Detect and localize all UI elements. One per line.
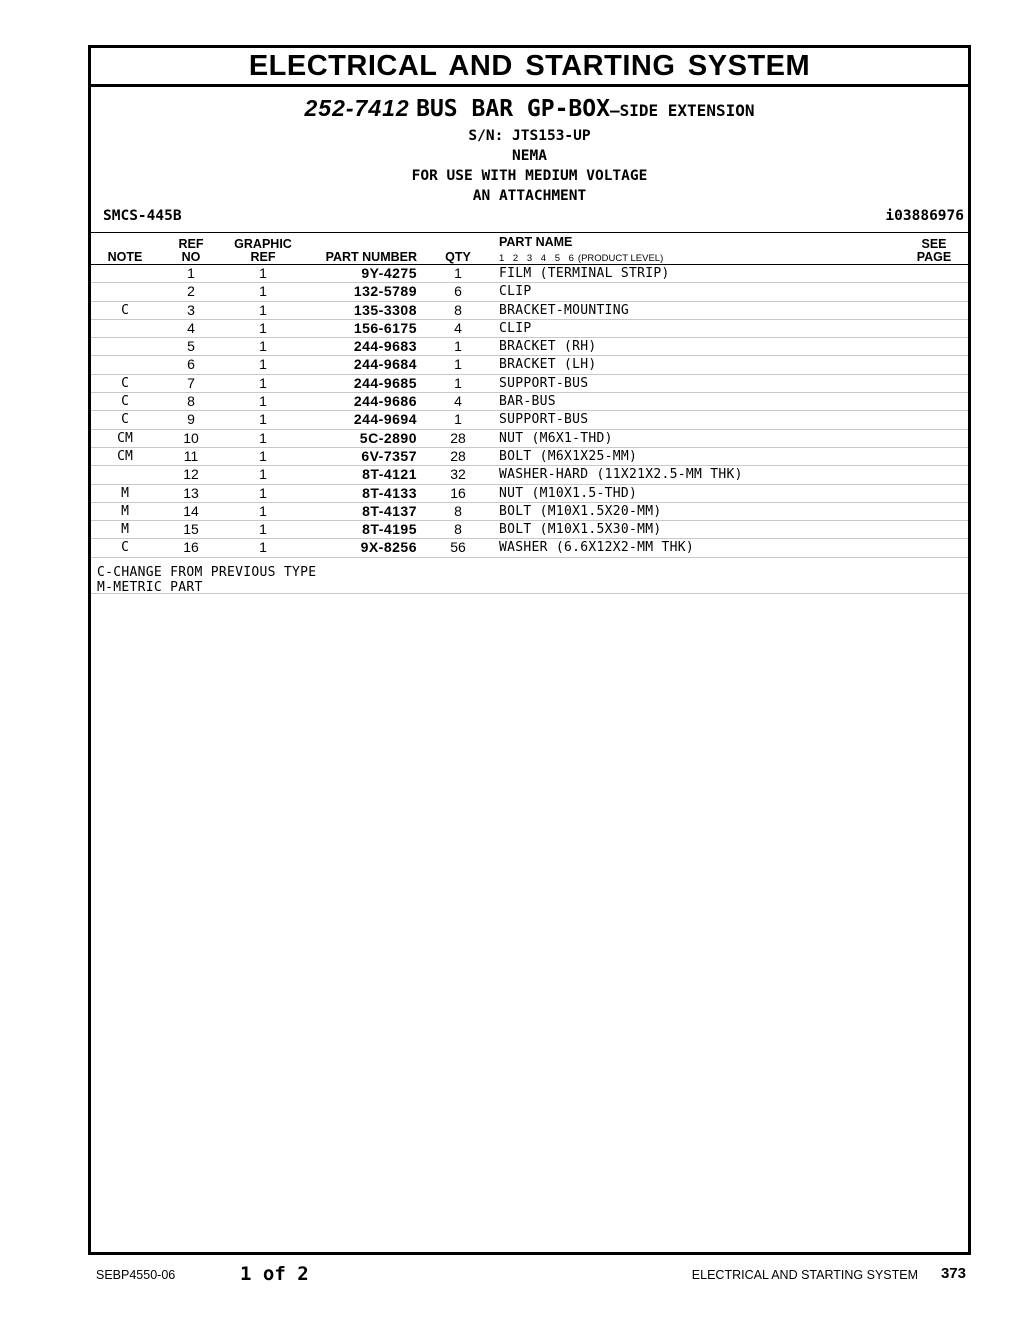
product-levels	[499, 253, 663, 264]
table-row	[91, 521, 968, 539]
ref-cell: 12	[183, 466, 199, 483]
smcs-code: SMCS-445B	[103, 208, 182, 224]
note-cell: CM	[117, 448, 133, 464]
qty-cell: 8	[454, 301, 462, 318]
part-number-cell: 135-3308	[353, 301, 417, 318]
table-row	[91, 539, 968, 557]
part-number-cell: 6V-7357	[361, 447, 417, 464]
qty-cell: 1	[454, 374, 462, 391]
table-row	[91, 283, 968, 301]
group-number: 252-7412	[304, 95, 410, 121]
qty-cell: 28	[450, 429, 466, 446]
graphic-ref-cell: 1	[259, 393, 267, 410]
graphic-ref-cell: 1	[259, 319, 267, 336]
part-number-cell: 244-9685	[353, 374, 417, 391]
qty-cell: 1	[454, 338, 462, 355]
part-number-cell: 244-9684	[353, 356, 417, 373]
part-name-cell: SUPPORT-BUS	[499, 412, 589, 428]
note-cell: C	[121, 375, 129, 391]
part-number-cell: 8T-4121	[362, 466, 417, 483]
illustration-id: i03886976	[885, 208, 964, 224]
part-name-cell: NUT (M10X1.5-THD)	[499, 485, 638, 501]
document-id: SEBP4550-06	[96, 1268, 176, 1282]
note-cell: C	[121, 302, 129, 318]
graphic-ref-cell: 1	[259, 539, 267, 556]
ref-cell: 11	[183, 447, 199, 464]
part-number-cell: 156-6175	[353, 319, 417, 336]
graphic-ref-cell: 1	[259, 484, 267, 501]
part-name-cell: CLIP	[499, 284, 532, 300]
part-name-cell: BRACKET (RH)	[499, 339, 597, 355]
graphic-ref-cell: 1	[259, 447, 267, 464]
table-row	[91, 503, 968, 521]
product-level-label: (PRODUCT LEVEL)	[577, 253, 664, 264]
table-row	[91, 393, 968, 411]
ref-cell: 14	[183, 502, 199, 519]
qty-cell: 1	[454, 411, 462, 428]
table-row	[91, 411, 968, 429]
col-graphic-top: GRAPHIC	[234, 237, 292, 251]
part-number-cell: 244-9694	[353, 411, 417, 428]
note-cell: M	[121, 485, 129, 501]
note-metric: M-METRIC PART	[97, 580, 203, 595]
system-title: ELECTRICAL AND STARTING SYSTEM	[91, 48, 968, 87]
table-row	[91, 430, 968, 448]
note-cell: M	[121, 522, 129, 538]
graphic-ref-cell: 1	[259, 265, 267, 281]
part-name-cell: BRACKET-MOUNTING	[499, 302, 630, 318]
ref-cell: 10	[183, 429, 199, 446]
qty-cell: 32	[450, 466, 466, 483]
part-name-cell: SUPPORT-BUS	[499, 375, 589, 391]
qty-cell: 6	[454, 283, 462, 300]
page-of: 1 of 2	[240, 1263, 309, 1285]
group-header	[91, 87, 968, 206]
col-qty: QTY	[445, 250, 471, 264]
graphic-ref-cell: 1	[259, 521, 267, 538]
col-ref-bottom: NO	[181, 250, 201, 264]
standard-line: NEMA	[512, 148, 547, 164]
ref-cell: 5	[187, 338, 195, 355]
part-number-cell: 132-5789	[353, 283, 417, 300]
graphic-ref-cell: 1	[259, 429, 267, 446]
table-row	[91, 375, 968, 393]
col-part-name: PART NAME	[499, 235, 573, 249]
part-name-cell: BRACKET (LH)	[499, 357, 597, 373]
table-row	[91, 302, 968, 320]
group-title-line	[91, 93, 968, 126]
part-name-cell: NUT (M6X1-THD)	[499, 430, 613, 446]
graphic-ref-cell: 1	[259, 502, 267, 519]
note-cell: C	[121, 412, 129, 428]
graphic-ref-cell: 1	[259, 374, 267, 391]
part-number-cell: 244-9683	[353, 338, 417, 355]
part-number-cell: 244-9686	[353, 393, 417, 410]
graphic-ref-cell: 1	[259, 356, 267, 373]
qty-cell: 8	[454, 502, 462, 519]
table-row	[91, 320, 968, 338]
part-name-cell: FILM (TERMINAL STRIP)	[499, 266, 670, 281]
part-number-cell: 8T-4137	[362, 502, 417, 519]
footer-section: ELECTRICAL AND STARTING SYSTEM	[691, 1268, 918, 1282]
qty-cell: 8	[454, 521, 462, 538]
table-row	[91, 338, 968, 356]
part-name-cell: BOLT (M10X1.5X30-MM)	[499, 522, 662, 538]
ref-cell: 2	[187, 283, 195, 300]
qty-cell: 28	[450, 447, 466, 464]
serial-range: S/N: JTS153-UP	[468, 128, 591, 144]
ref-cell: 9	[187, 411, 195, 428]
qty-cell: 1	[454, 356, 462, 373]
qty-cell: 1	[454, 265, 462, 281]
graphic-ref-cell: 1	[259, 411, 267, 428]
part-number-cell: 5C-2890	[359, 429, 417, 446]
col-note: NOTE	[107, 250, 143, 264]
col-see-bottom: PAGE	[916, 250, 952, 264]
notes-legend	[97, 565, 316, 595]
group-suffix: —SIDE EXTENSION	[609, 101, 755, 120]
parts-list	[91, 265, 968, 558]
part-number-cell: 9X-8256	[360, 539, 417, 556]
ref-cell: 6	[187, 356, 195, 373]
ref-cell: 15	[183, 521, 199, 538]
table-row	[91, 356, 968, 374]
ref-cell: 1	[187, 265, 195, 281]
col-see-top: SEE	[921, 237, 947, 251]
header-rule	[91, 232, 968, 233]
table-row	[91, 466, 968, 484]
table-row	[91, 485, 968, 503]
page-frame	[88, 45, 971, 1255]
notes-rule	[91, 593, 968, 594]
qty-cell: 4	[454, 393, 462, 410]
page-footer	[0, 1262, 1020, 1292]
attachment-line: AN ATTACHMENT	[472, 188, 587, 204]
ref-cell: 8	[187, 393, 195, 410]
part-name-cell: WASHER-HARD (11X21X2.5-MM THK)	[499, 467, 743, 483]
part-name-cell: CLIP	[499, 320, 532, 336]
qty-cell: 56	[450, 539, 466, 556]
part-number-cell: 9Y-4275	[361, 265, 417, 281]
usage-line: FOR USE WITH MEDIUM VOLTAGE	[411, 168, 648, 184]
part-name-cell: BAR-BUS	[499, 394, 556, 410]
part-name-cell: BOLT (M10X1.5X20-MM)	[499, 503, 662, 519]
col-part-number: PART NUMBER	[325, 250, 417, 264]
table-row	[91, 448, 968, 466]
qty-cell: 4	[454, 319, 462, 336]
note-cell: M	[121, 503, 129, 519]
part-name-cell: WASHER (6.6X12X2-MM THK)	[499, 540, 695, 556]
page-number: 373	[940, 1265, 966, 1282]
note-change: C-CHANGE FROM PREVIOUS TYPE	[97, 565, 317, 580]
qty-cell: 16	[450, 484, 466, 501]
col-graphic-bottom: REF	[250, 250, 276, 264]
group-name: BUS BAR GP-BOX	[416, 96, 610, 122]
table-row	[91, 265, 968, 283]
note-cell: CM	[117, 430, 133, 446]
ref-cell: 4	[187, 319, 195, 336]
part-number-cell: 8T-4133	[362, 484, 417, 501]
ref-cell: 13	[183, 484, 199, 501]
note-cell: C	[121, 394, 129, 410]
part-number-cell: 8T-4195	[362, 521, 417, 538]
level-numbers: 1 2 3 4 5 6	[499, 253, 574, 264]
ref-cell: 3	[187, 301, 195, 318]
smcs-row	[91, 206, 968, 230]
col-ref-top: REF	[178, 237, 204, 251]
note-cell: C	[121, 540, 129, 556]
ref-cell: 16	[183, 539, 199, 556]
graphic-ref-cell: 1	[259, 338, 267, 355]
graphic-ref-cell: 1	[259, 466, 267, 483]
ref-cell: 7	[187, 374, 195, 391]
column-headers	[91, 234, 968, 264]
graphic-ref-cell: 1	[259, 283, 267, 300]
part-name-cell: BOLT (M6X1X25-MM)	[499, 448, 638, 464]
graphic-ref-cell: 1	[259, 301, 267, 318]
